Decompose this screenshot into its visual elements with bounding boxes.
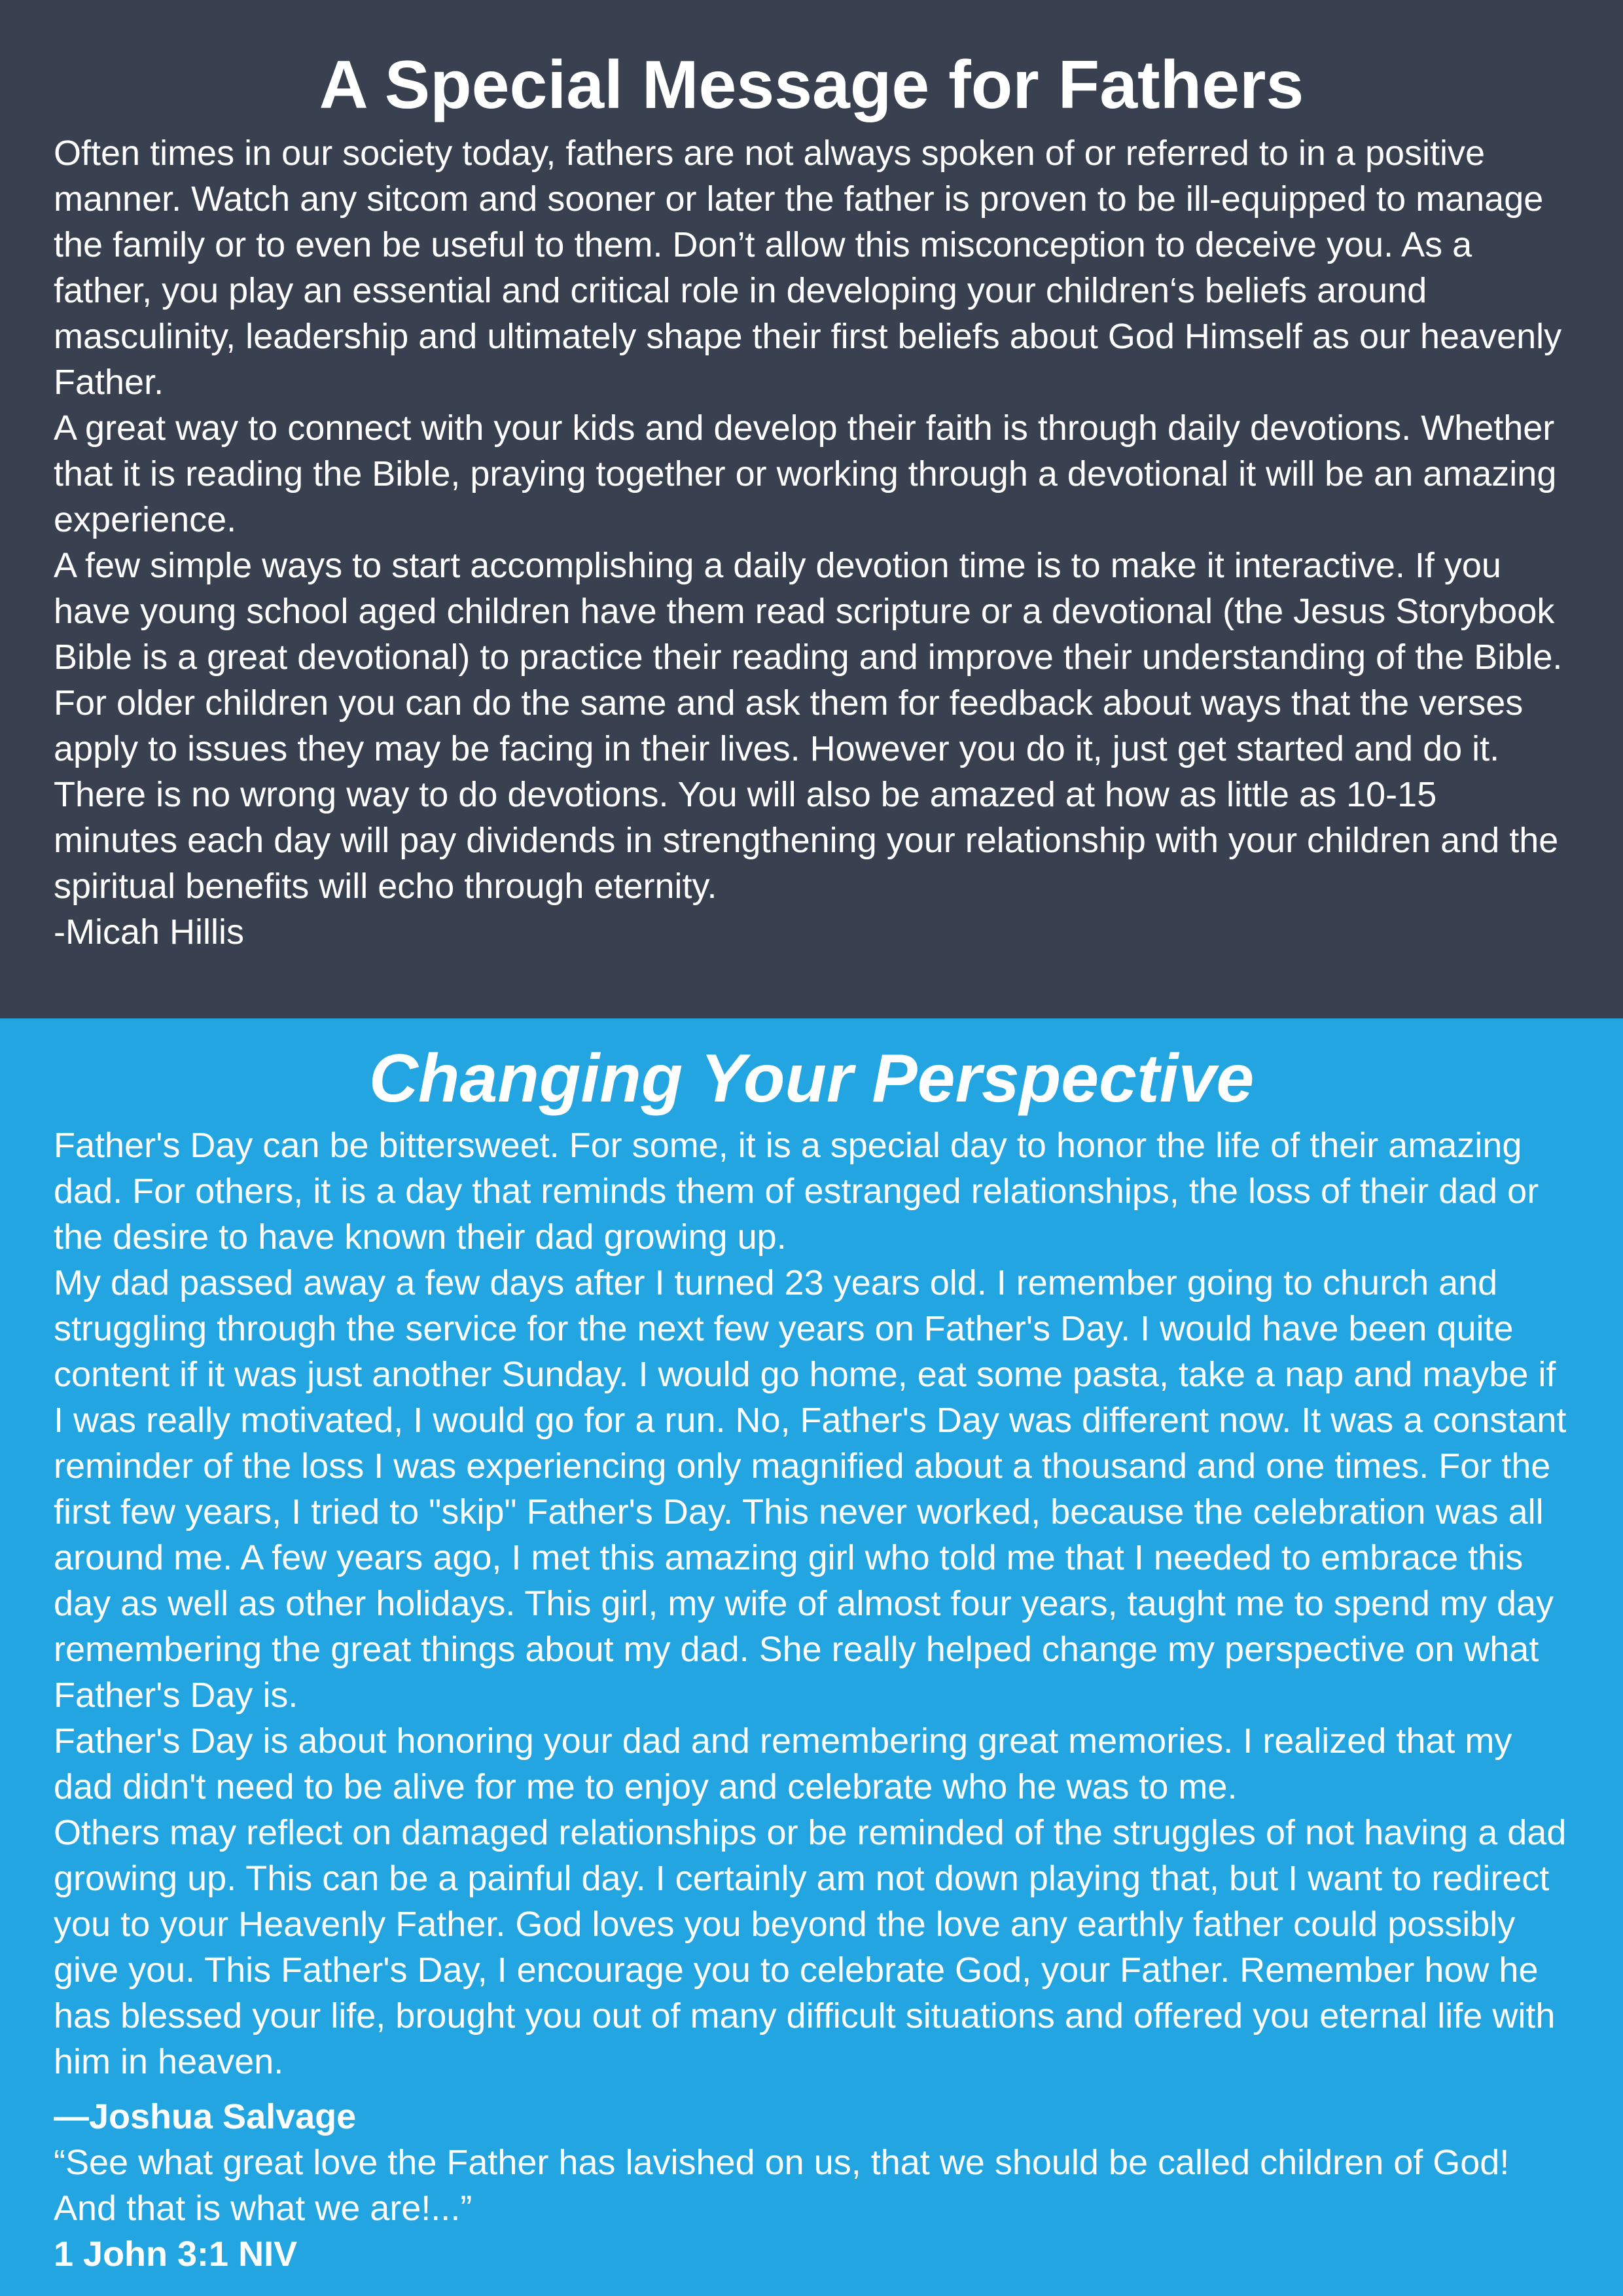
perspective-paragraph-2: My dad passed away a few days after I turned 23 years old. I remember going to church and struggling through the service for the next few years on Father's Day. I would have been quite content if it was just another Sunday. I would go home, eat some pasta, take a nap and maybe if I was really motivated, I would go for a run. No, Father's Day was different now. It was a constant reminder of the loss I was experiencing only magnified about a thousand and one times. For the first few years, I tried to "skip" Father's Day. This never worked, because the celebration was all around me. A few years ago, I met this amazing girl who told me that I needed to embrace this day as well as other holidays. This girl, my wife of almost four years, taught me to spend my day remembering the great things about my dad. She really helped change my perspective on what Father's Day is. [54, 1263, 1567, 1715]
fathers-paragraph-1: Often times in our society today, fathers are not always spoken of or referred to in a positive manner. Watch any sitcom and sooner or later the father is proven to be ill-equipped to manage the family or to even be useful to them. Don’t allow this misconception to deceive you. As a father, you play an essential and critical role in developing your children‘s beliefs around masculinity, leadership and ultimately shape their first beliefs about God Himself as our heavenly Father. [54, 133, 1562, 402]
perspective-paragraph-1: Father's Day can be bittersweet. For some, it is a special day to honor the life of their amazing dad. For others, it is a day that reminds them of estranged relationships, the loss of their dad or the desire to have known their dad growing up. [54, 1125, 1539, 1257]
signature-spacer [54, 2085, 1569, 2094]
fathers-paragraph-2: A great way to connect with your kids and develop their faith is through daily devotions. Whether that it is reading the Bible, praying together or working through a devotional it will be an amazing experience. [54, 408, 1557, 539]
verse-reference: 1 John 3:1 NIV [54, 2234, 298, 2274]
perspective-paragraph-3: Father's Day is about honoring your dad and remembering great memories. I realized that my dad didn't need to be alive for me to enjoy and celebrate who he was to me. [54, 1721, 1512, 1806]
perspective-paragraph-4: Others may reflect on damaged relationships or be reminded of the struggles of not having a dad growing up. This can be a painful day. I certainly am not down playing that, but I want to redirect you to your Heavenly Father. God loves you beyond the love any earthly father could possibly give you. This Father's Day, I encourage you to celebrate God, your Father. Remember how he has blessed your life, brought you out of many difficult situations and offered you eternal life with him in heaven. [54, 1812, 1567, 2081]
bible-verse: “See what great love the Father has lavished on us, that we should be called children of God! And that is what we are!...” [54, 2142, 1510, 2228]
fathers-title: A Special Message for Fathers [319, 47, 1304, 123]
fathers-paragraph-3: A few simple ways to start accomplishing a daily devotion time is to make it interactive. If you have young school aged children have them read scripture or a devotional (the Jesus Storybook Bible is a great devotional) to practice their reading and improve their understanding of the Bible. For older children you can do the same and ask them for feedback about ways that the verses apply to issues they may be facing in their lives. However you do it, just get started and do it. There is no wrong way to do devotions. You will also be amazed at how as little as 10-15 minutes each day will pay dividends in strengthening your relationship with your children and the spiritual benefits will echo through eternity. [54, 545, 1563, 906]
fathers-section [0, 0, 1623, 1018]
perspective-title: Changing Your Perspective [368, 1041, 1255, 1117]
fathers-signature: -Micah Hillis [54, 912, 245, 952]
perspective-section [0, 1018, 1623, 2296]
perspective-signature: —Joshua Salvage [54, 2096, 357, 2136]
